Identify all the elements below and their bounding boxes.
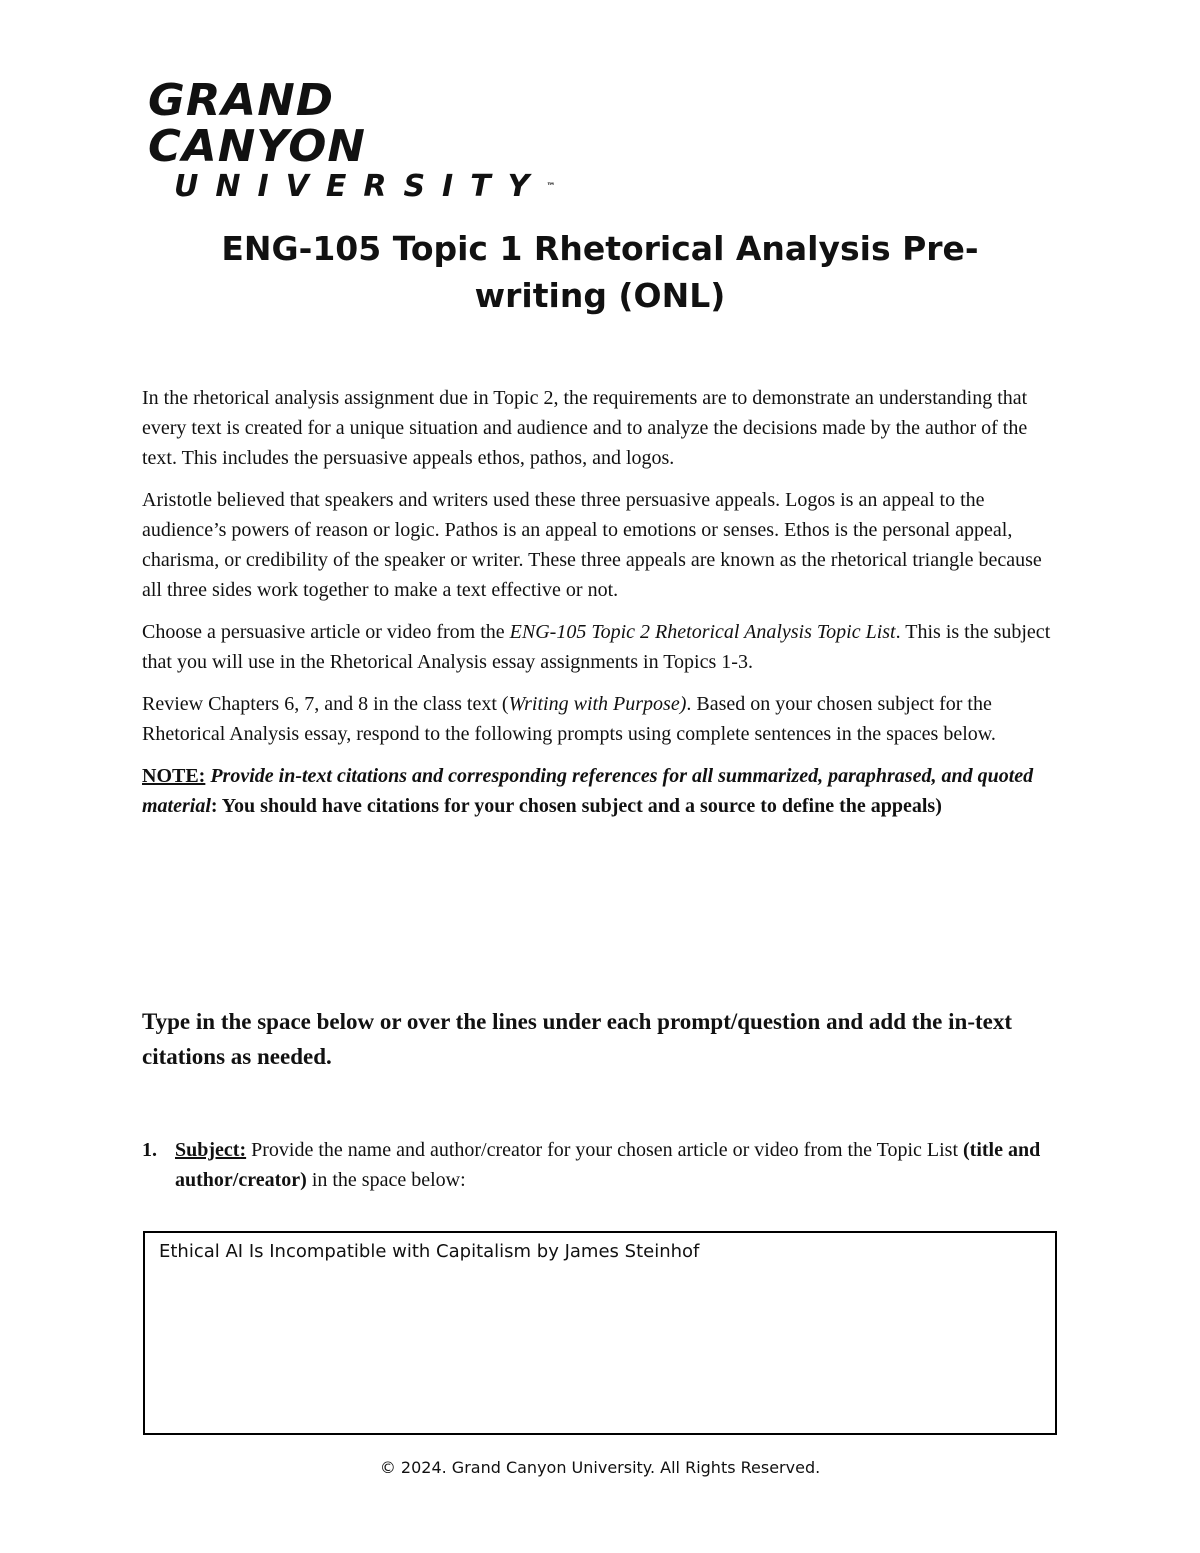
title-line2: writing (ONL) bbox=[474, 276, 726, 315]
note-label: NOTE: bbox=[142, 765, 206, 787]
question-text-a: Provide the name and author/creator for your chosen article or video from the Topic List bbox=[246, 1139, 963, 1161]
footer-copyright: © 2024. Grand Canyon University. All Rights Reserved. bbox=[379, 1458, 821, 1477]
page-title bbox=[100, 225, 1100, 319]
note-italic: Provide in-text citations and corresponding references for all summarized, paraphrased, and quoted material bbox=[142, 765, 1034, 817]
instruction: Type in the space below or over the lines under each prompt/question and add the in-text citations as needed. bbox=[142, 1009, 1013, 1069]
p4-text-end: . Based on your chosen subject for the Rhetorical Analysis essay, respond to the following prompts using complete sentences in the spaces below. bbox=[142, 693, 996, 745]
answer-text[interactable]: Ethical AI Is Incompatible with Capitalism by James Steinhof bbox=[159, 1241, 700, 1262]
question-label: Subject: bbox=[175, 1139, 247, 1161]
note-paragraph bbox=[142, 761, 1062, 821]
title-line1: ENG-105 Topic 1 Rhetorical Analysis Pre- bbox=[221, 229, 979, 268]
intro-body bbox=[142, 383, 1062, 833]
question-bold: (title and author/creator) bbox=[175, 1139, 1041, 1191]
question-number: 1. bbox=[142, 1139, 157, 1161]
logo-tm: ™ bbox=[546, 182, 556, 192]
question-text-b: in the space below: bbox=[306, 1169, 466, 1191]
p3-text: Choose a persuasive article or video from the bbox=[142, 621, 510, 643]
logo-line1: GRAND CANYON bbox=[148, 75, 366, 172]
question-1 bbox=[142, 1135, 1062, 1195]
answer-box[interactable] bbox=[143, 1231, 1057, 1435]
topic-list-title: ENG-105 Topic 2 Rhetorical Analysis Topic List bbox=[509, 621, 896, 643]
note-rest: : You should have citations for your chosen subject and a source to define the appeals) bbox=[210, 795, 942, 817]
paragraph-4 bbox=[142, 689, 1062, 749]
question-text bbox=[175, 1135, 1062, 1195]
paragraph-1: In the rhetorical analysis assignment due in Topic 2, the requirements are to demonstrate an understanding that every text is created for a unique situation and audience and to analyze the decisions made by the author of the text. This includes the persuasive appeals ethos, pathos, and logos. bbox=[142, 387, 1028, 469]
logo-line2 bbox=[174, 170, 558, 204]
p4-text: Review Chapters 6, 7, and 8 in the class text ( bbox=[142, 693, 509, 715]
logo-university: UNIVERSITY bbox=[174, 169, 547, 204]
paragraph-2: Aristotle believed that speakers and writers used these three persuasive appeals. Logos is an appeal to the audience’s powers of reason or logic. Pathos is an appeal to emotions or senses. Ethos is the personal appeal, charisma, or credibility of the speaker or writer. These three appeals are known as the rhetorical triangle because all three sides work together to make a text effective or not. bbox=[142, 489, 1042, 601]
class-text-title: Writing with Purpose) bbox=[508, 693, 687, 715]
paragraph-3 bbox=[142, 617, 1062, 677]
gcu-logo bbox=[148, 75, 558, 204]
p3-text-end: . This is the subject that you will use in the Rhetorical Analysis essay assignments in Topics 1-3. bbox=[142, 621, 1051, 673]
